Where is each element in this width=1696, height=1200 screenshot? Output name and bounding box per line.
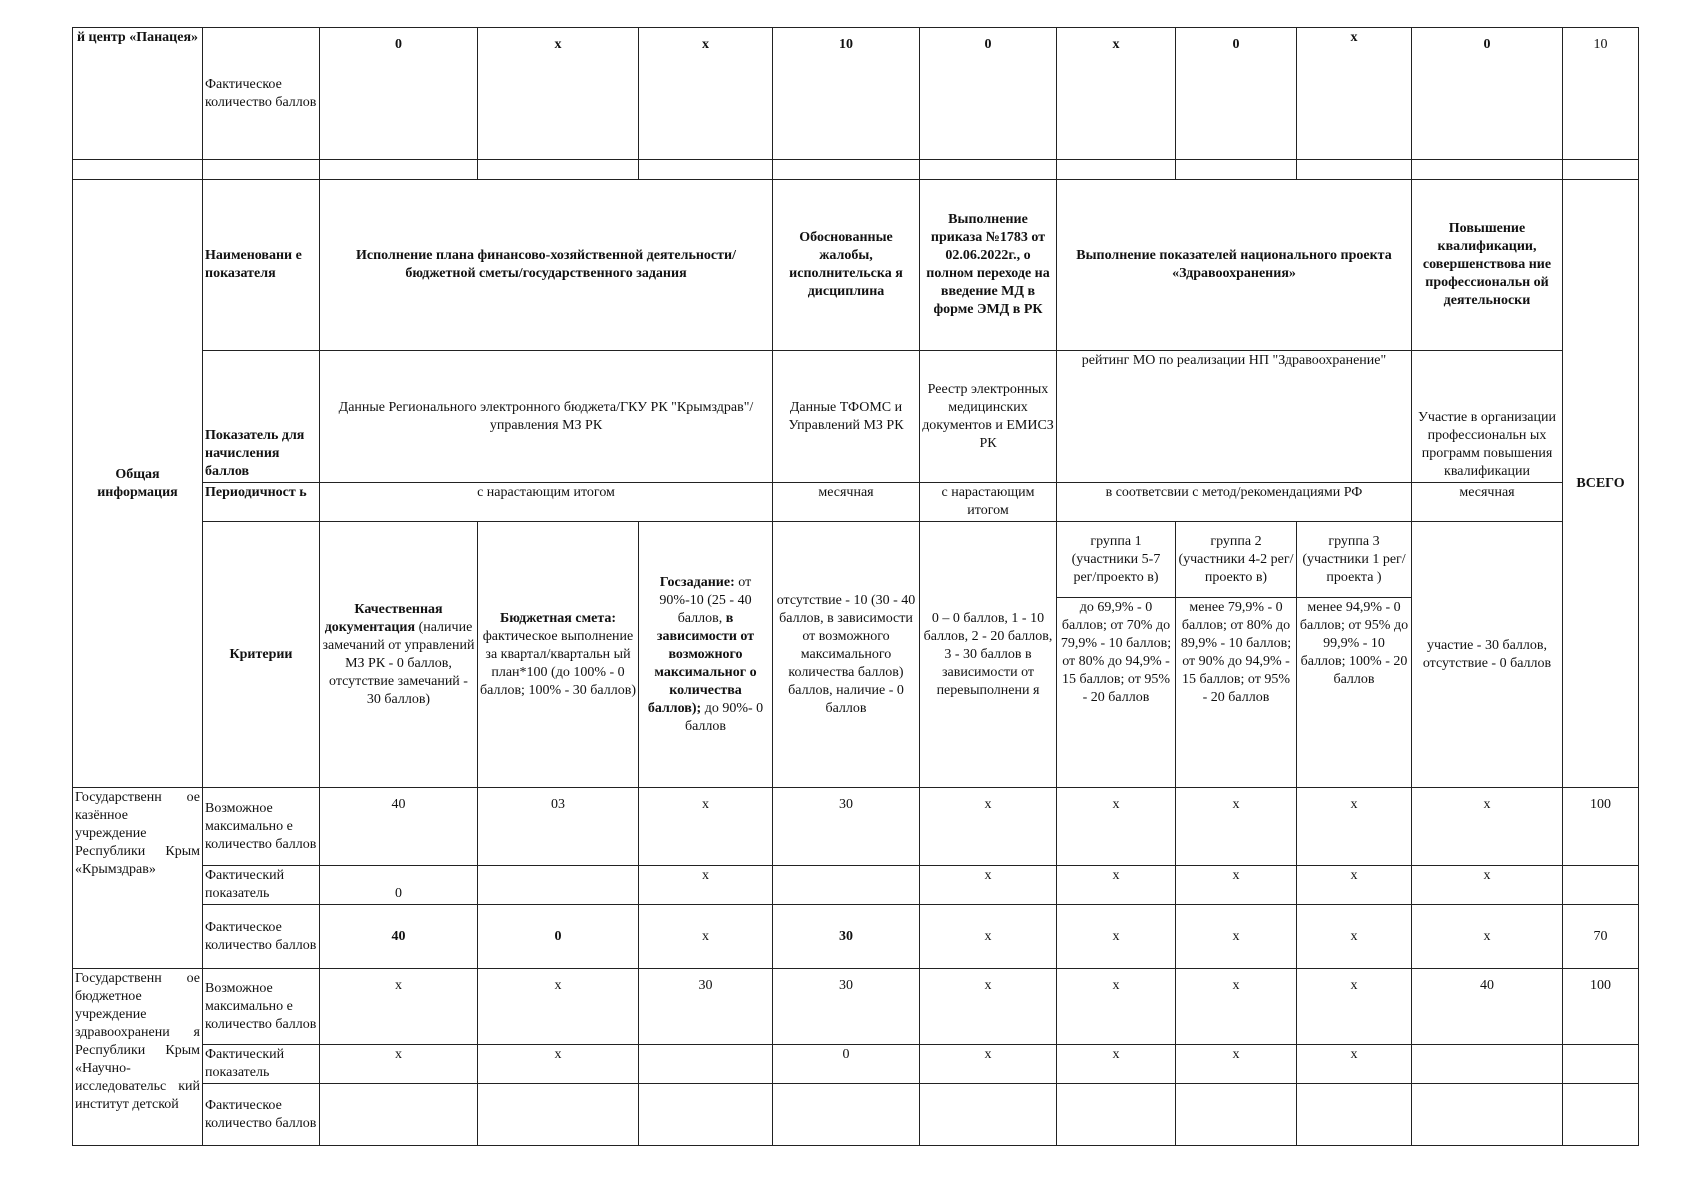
criteria-budget — [478, 522, 639, 788]
row-label-periodicity: Периодичност ь — [203, 483, 320, 522]
cell-value — [478, 1084, 639, 1146]
cell-total: 100 — [1563, 969, 1639, 1045]
cell-value: х — [1297, 28, 1412, 160]
cell-value — [478, 866, 639, 905]
cell-value: х — [1057, 905, 1176, 969]
cell-value: 40 — [320, 788, 478, 866]
cell-total — [1563, 1045, 1639, 1084]
criteria-quality — [320, 522, 478, 788]
cell-total: 100 — [1563, 788, 1639, 866]
cell-value: х — [920, 969, 1057, 1045]
criteria-group3-head: группа 3 (участники 1 рег/проекта ) — [1297, 522, 1412, 598]
criteria-goszadanie-text-b: в зависимости от возможного максимальног о количества баллов); — [647, 610, 757, 716]
header-criteria-row — [73, 522, 1639, 598]
cell-value: х — [320, 969, 478, 1045]
empty-cell — [73, 160, 203, 180]
cell-value: 40 — [1412, 969, 1563, 1045]
cell-value — [1176, 1084, 1297, 1146]
general-info-cell: Общая информация — [73, 180, 203, 788]
cell-value: 30 — [773, 788, 920, 866]
row-label: Фактический показатель — [203, 866, 320, 905]
rating-table — [72, 27, 1639, 1146]
spacer-row — [73, 160, 1639, 180]
cell-value: х — [1176, 866, 1297, 905]
empty-cell — [773, 160, 920, 180]
cell-value: 0 — [1412, 28, 1563, 160]
name-qualification: Повышение квалификации, совершенствова ние профессиональн ой деятельноски — [1412, 180, 1563, 351]
empty-cell — [203, 160, 320, 180]
header-periodicity-row — [73, 483, 1639, 522]
criteria-goszadanie-title: Госзадание: — [659, 574, 735, 590]
criteria-complaints: отсутствие - 10 (30 - 40 баллов, в зависимости от возможного максимального количества баллов) баллов, наличие - 0 баллов — [773, 522, 920, 788]
cell-value — [920, 1084, 1057, 1146]
row-label: Фактическое количество баллов — [203, 28, 320, 160]
cell-value: х — [1297, 969, 1412, 1045]
name-national: Выполнение показателей национального проекта «Здравоохранения» — [1057, 180, 1412, 351]
cell-value: х — [320, 1045, 478, 1084]
indicator-order: Реестр электронных медицинских документов и ЕМИСЗ РК — [920, 351, 1057, 483]
row-label: Фактическое количество баллов — [203, 905, 320, 969]
criteria-budget-text: фактическое выполнение за квартал/квартальн ый план*100 (до 100% - 0 баллов; 100% - 30 баллов) — [480, 628, 636, 698]
cell-value — [1297, 1084, 1412, 1146]
cell-value: х — [1057, 866, 1176, 905]
cell-value: 0 — [1176, 28, 1297, 160]
nii-max-row — [73, 969, 1639, 1045]
periodicity-qualification: месячная — [1412, 483, 1563, 522]
indicator-complaints: Данные ТФОМС и Управлений МЗ РК — [773, 351, 920, 483]
cell-value — [773, 1084, 920, 1146]
criteria-goszadanie-text-c: до 90%- 0 баллов — [684, 700, 764, 734]
cell-value: х — [1297, 788, 1412, 866]
periodicity-national: в соответсвии с метод/рекомендациями РФ — [1057, 483, 1412, 522]
empty-cell — [1176, 160, 1297, 180]
cell-value: х — [1057, 1045, 1176, 1084]
cell-value: х — [1176, 969, 1297, 1045]
cell-value: х — [1057, 788, 1176, 866]
name-complaints: Обоснованные жалобы, исполнительска я дисциплина — [773, 180, 920, 351]
cell-value: 0 — [920, 28, 1057, 160]
cell-value — [320, 1084, 478, 1146]
cell-value: х — [1297, 905, 1412, 969]
header-indicator-row — [73, 351, 1639, 483]
row-label: Фактический показатель — [203, 1045, 320, 1084]
cell-value — [1057, 1084, 1176, 1146]
empty-cell — [920, 160, 1057, 180]
empty-cell — [478, 160, 639, 180]
krymzdrav-score-row — [73, 905, 1639, 969]
name-finance: Исполнение плана финансово-хозяйственной деятельности/бюджетной сметы/государственного задания — [320, 180, 773, 351]
cell-value: х — [1057, 969, 1176, 1045]
header-name-row — [73, 180, 1639, 351]
criteria-quality-title: Качественная документация — [324, 601, 443, 635]
nii-fact-row — [73, 1045, 1639, 1084]
cell-value: х — [639, 28, 773, 160]
row-label-criteria: Критерии — [203, 522, 320, 788]
cell-value — [639, 1045, 773, 1084]
criteria-group3-text: менее 94,9% - 0 баллов; от 95% до 99,9% - 10 баллов; 100% - 20 баллов — [1297, 598, 1412, 788]
cell-value: х — [478, 969, 639, 1045]
criteria-group1-text: до 69,9% - 0 баллов; от 70% до 79,9% - 10 баллов; от 80% до 94,9% - 15 баллов; от 95% - 20 баллов — [1057, 598, 1176, 788]
cell-value: х — [639, 905, 773, 969]
cell-value: х — [1057, 28, 1176, 160]
name-order: Выполнение приказа №1783 от 02.06.2022г., о полном переходе на введение МД в форме ЭМД в РК — [920, 180, 1057, 351]
criteria-goszadanie — [639, 522, 773, 788]
empty-cell — [1297, 160, 1412, 180]
indicator-finance: Данные Регионального электронного бюджета/ГКУ РК "Крымздрав"/управления МЗ РК — [320, 351, 773, 483]
cell-value: 0 — [320, 866, 478, 905]
cell-value: х — [1176, 905, 1297, 969]
cell-value: х — [1297, 1045, 1412, 1084]
cell-value: х — [920, 788, 1057, 866]
row-label: Фактическое количество баллов — [203, 1084, 320, 1146]
cell-value: х — [478, 1045, 639, 1084]
nii-score-row — [73, 1084, 1639, 1146]
criteria-group2-text: менее 79,9% - 0 баллов; от 80% до 89,9% - 10 баллов; от 90% до 94,9% - 15 баллов; от 95% - 20 баллов — [1176, 598, 1297, 788]
cell-value: х — [1412, 788, 1563, 866]
empty-cell — [1057, 160, 1176, 180]
cell-value — [639, 1084, 773, 1146]
cell-value: х — [1297, 866, 1412, 905]
org-name-krymzdrav: Государственн ое казённое учреждение Республики Крым «Крымздрав» — [73, 788, 203, 969]
cell-value: х — [1412, 905, 1563, 969]
periodicity-complaints: месячная — [773, 483, 920, 522]
criteria-group1-head: группа 1 (участники 5-7 рег/проекто в) — [1057, 522, 1176, 598]
total-header: ВСЕГО — [1563, 180, 1639, 788]
criteria-goszadanie-text-a: от 90%-10 (25 - 40 баллов, — [659, 574, 752, 626]
krymzdrav-fact-row — [73, 866, 1639, 905]
empty-cell — [1412, 160, 1563, 180]
cell-value — [1412, 1045, 1563, 1084]
empty-cell — [639, 160, 773, 180]
cell-value: х — [920, 866, 1057, 905]
cell-value — [1412, 1084, 1563, 1146]
criteria-budget-title: Бюджетная смета: — [499, 610, 617, 626]
cell-total: 10 — [1563, 28, 1639, 160]
cell-value: х — [639, 788, 773, 866]
cell-value: х — [920, 905, 1057, 969]
criteria-qualification: участие - 30 баллов, отсутствие - 0 баллов — [1412, 522, 1563, 788]
cell-value: х — [1176, 1045, 1297, 1084]
cell-value: 0 — [320, 28, 478, 160]
cell-value: 10 — [773, 28, 920, 160]
periodicity-order: с нарастающим итогом — [920, 483, 1057, 522]
cell-value: 0 — [478, 905, 639, 969]
cell-total — [1563, 1084, 1639, 1146]
cell-total — [1563, 866, 1639, 905]
cell-value: 40 — [320, 905, 478, 969]
cell-value: х — [1412, 866, 1563, 905]
row-label-indicator: Показатель для начисления баллов — [203, 351, 320, 483]
cell-value: х — [639, 866, 773, 905]
org-name-panaceya: й центр «Панацея» — [73, 28, 203, 160]
cell-value: 30 — [773, 969, 920, 1045]
cell-value: 03 — [478, 788, 639, 866]
cell-value: х — [920, 1045, 1057, 1084]
indicator-national: рейтинг МО по реализации НП "Здравоохранение" — [1057, 351, 1412, 483]
row-label-name: Наименовани е показателя — [203, 180, 320, 351]
criteria-group2-head: группа 2 (участники 4-2 рег/проекто в) — [1176, 522, 1297, 598]
empty-cell — [320, 160, 478, 180]
cell-value — [773, 866, 920, 905]
row-label: Возможное максимально е количество баллов — [203, 969, 320, 1045]
row-label: Возможное максимально е количество баллов — [203, 788, 320, 866]
cell-total: 70 — [1563, 905, 1639, 969]
indicator-qualification: Участие в организации профессиональн ых программ повышения квалификации — [1412, 351, 1563, 483]
cell-value: 30 — [639, 969, 773, 1045]
cell-value: 30 — [773, 905, 920, 969]
cell-value: х — [478, 28, 639, 160]
criteria-order: 0 – 0 баллов, 1 - 10 баллов, 2 - 20 баллов, 3 - 30 баллов в зависимости от перевыполнени я — [920, 522, 1057, 788]
panaceya-score-row — [73, 28, 1639, 160]
empty-cell — [1563, 160, 1639, 180]
cell-value: х — [1176, 788, 1297, 866]
cell-value: 0 — [773, 1045, 920, 1084]
krymzdrav-max-row — [73, 788, 1639, 866]
criteria-quality-text: (наличие замечаний от управлений МЗ РК - 0 баллов, отсутствие замечаний - 30 баллов) — [322, 619, 475, 707]
org-name-nii: Государственн ое бюджетное учреждение здравоохранени я Республики Крым «Научно-исследовательс кий институт детской — [73, 969, 203, 1146]
periodicity-finance: с нарастающим итогом — [320, 483, 773, 522]
